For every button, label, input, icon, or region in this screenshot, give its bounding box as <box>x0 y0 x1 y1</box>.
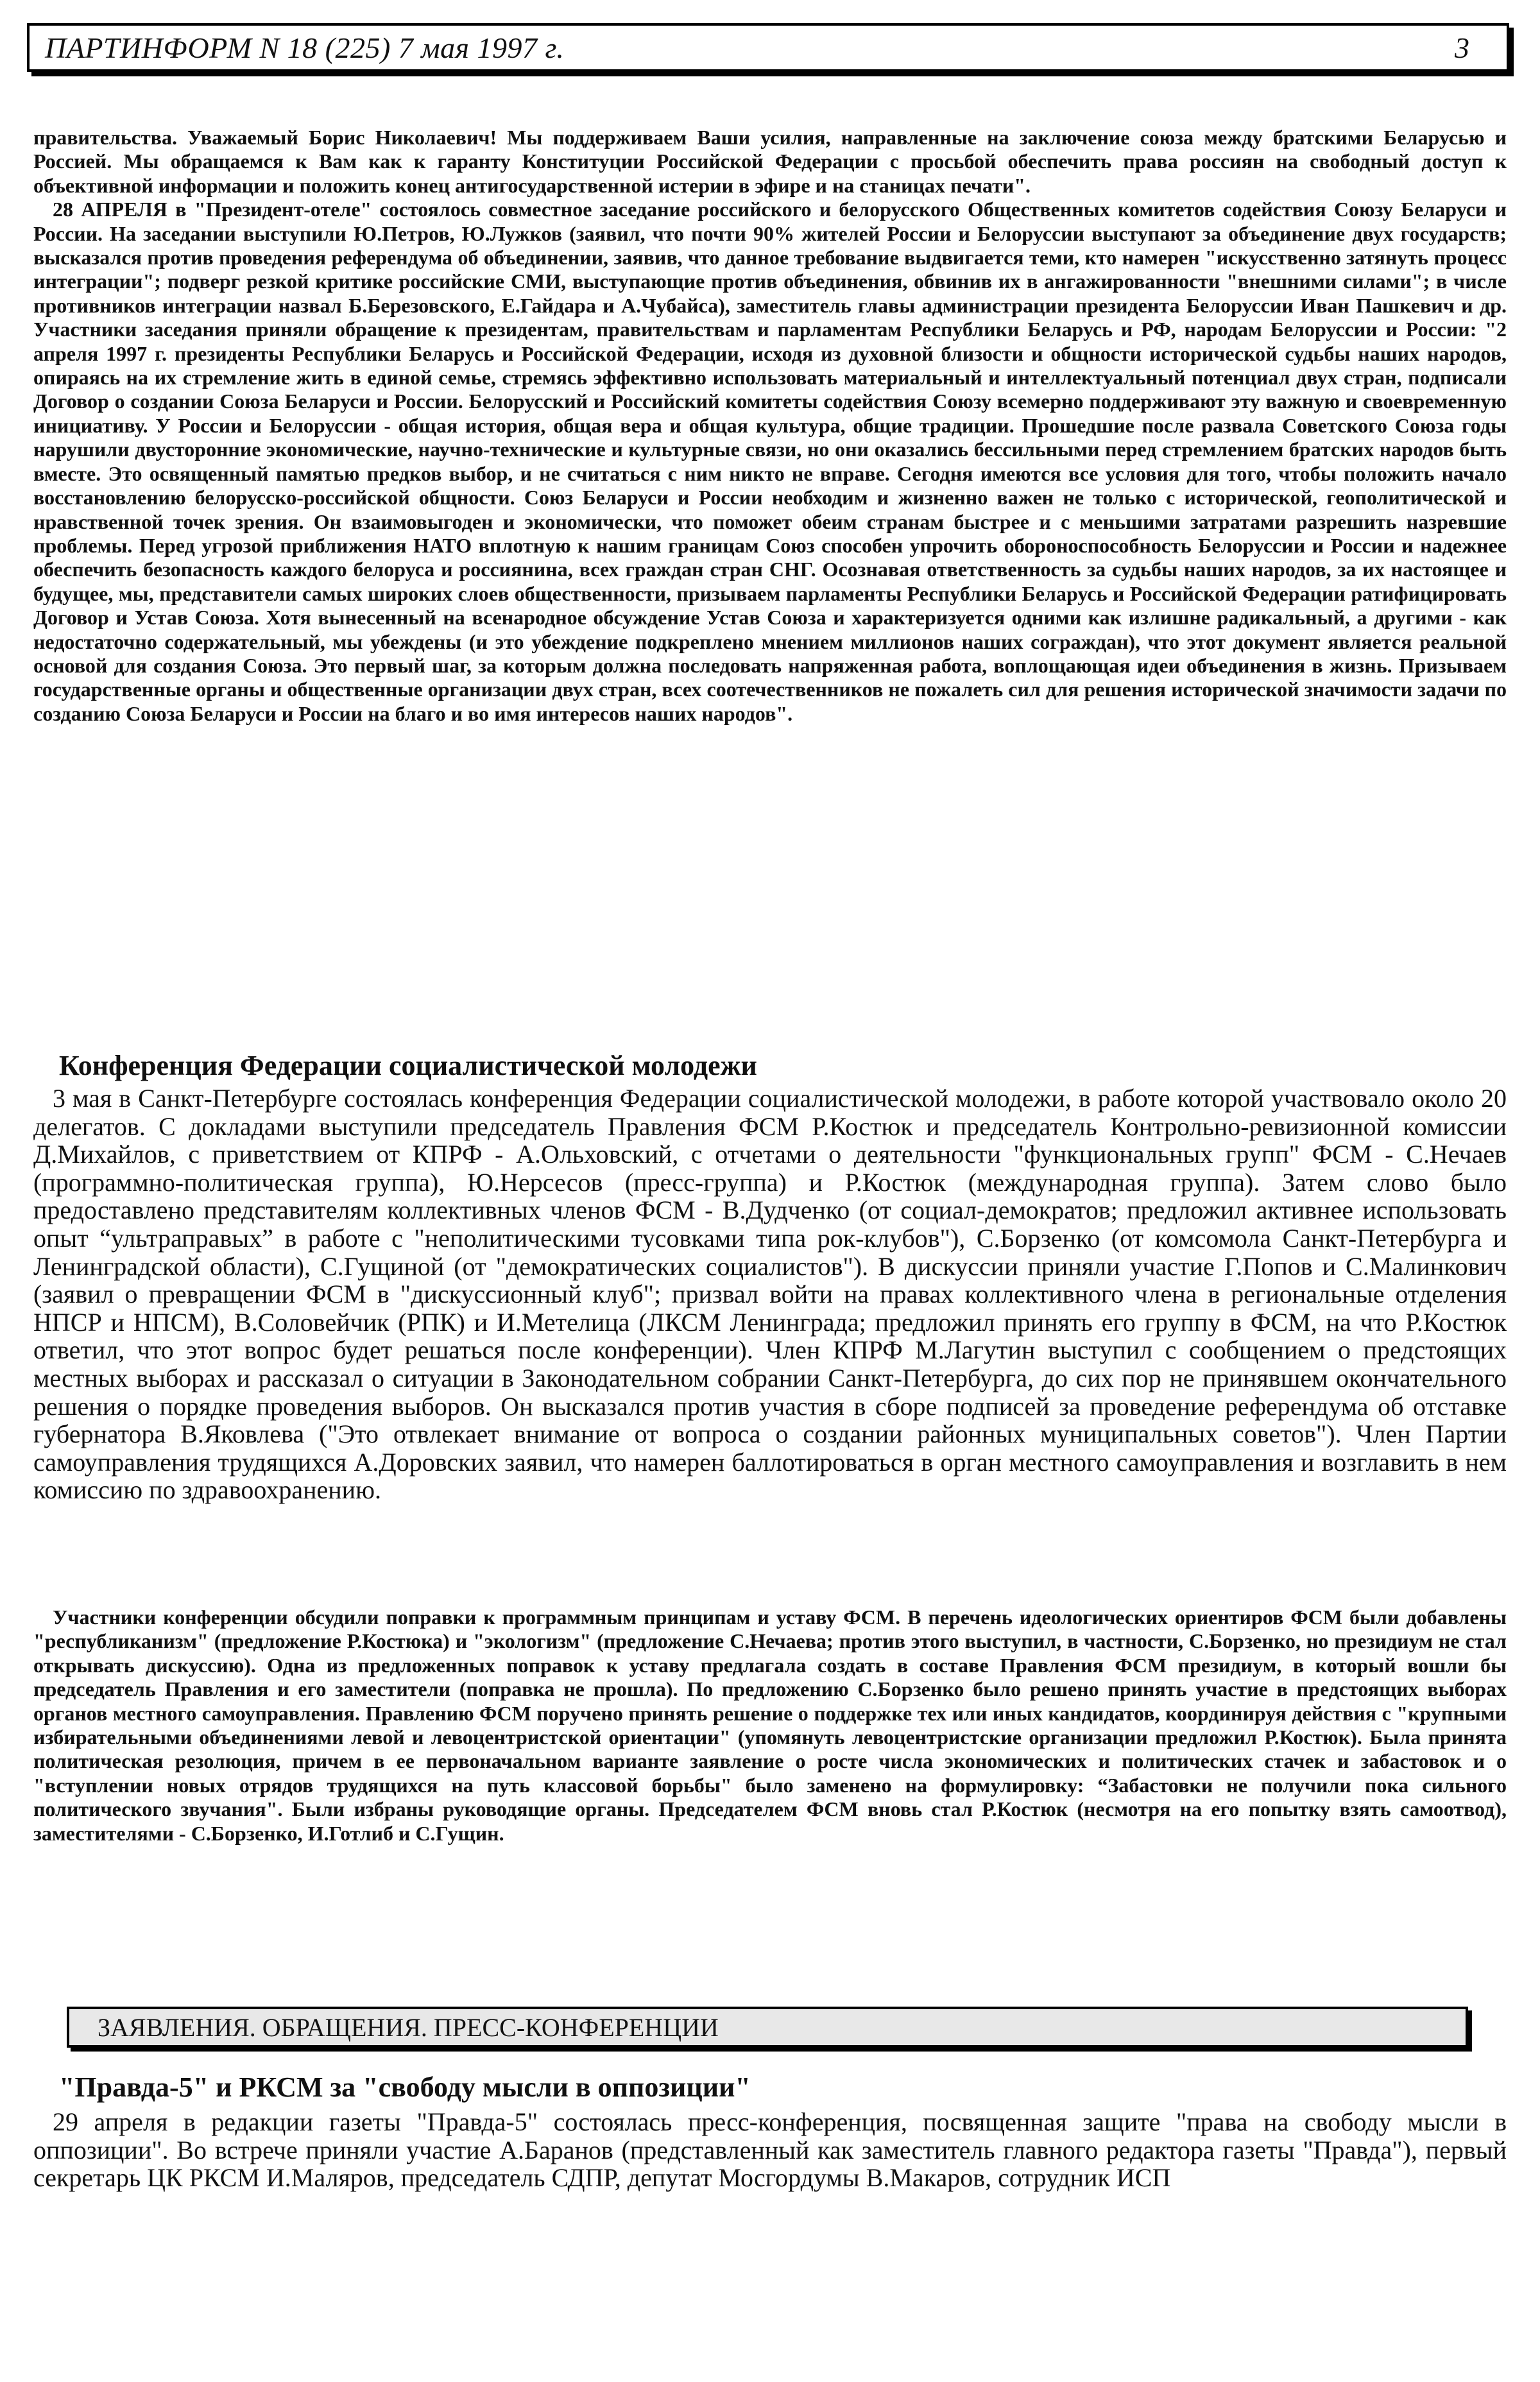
article-paragraph: 3 мая в Санкт-Петербурге состоялась конференция Федерации социалистической молодежи, в работе которой участвовало около 20 делегатов. С докладами выступили председатель Правления ФСМ Р.Костюк и председатель Контрольно-ревизионной комиссии Д.Михайлов, с приветствием от КПРФ - А.Ольховский, с отчетами о деятельности "функциональных групп" ФСМ - С.Нечаев (программно-политическая группа), Ю.Нерсесов (пресс-группа) и Р.Костюк (международная группа). Затем слово было предоставлено представителям коллективных членов ФСМ - В.Дудченко (от социал-демократов; предложил активнее использовать опыт “ультраправых” в работе с "неполитическими тусовками типа рок-клубов"), С.Борзенко (от комсомола Санкт-Петербурга и Ленинградской области), С.Гущиной (от "демократических социалистов"). В дискуссии приняли участие Г.Попов и С.Малинкович (заявил о превращении ФСМ в "дискуссионный клуб"; призвал войти на правах коллективного члена в региональные отделения НПСР и НПСМ), В.Соловейчик (РПК) и И.Метелица (ЛКСМ Ленинграда; предложил принять его группу в ФСМ, на что Р.Костюк ответил, что этот вопрос будет решаться после конференции). Член КПРФ М.Лагутин выступил с сообщением о предстоящих местных выборах и рассказал о ситуации в Законодательном собрании Санкт-Петербурга, до сих пор не принявшем окончательного решения о порядке проведения выборов. Он высказался против участия в сборе подписей за проведение референдума об отставке губернатора В.Яковлева ("Это отвлекает внимание от вопроса о создании районных муниципальных советов"). Член Партии самоуправления трудящихся А.Доровских заявил, что намерен баллотироваться в орган местного самоуправления и возглавить в нем комиссию по здравоохранению. <box>33 1084 1507 1505</box>
article-pravda-press <box>33 2108 1507 2192</box>
article-paragraph: Участники конференции обсудили поправки к программным принципам и уставу ФСМ. В перечень идеологических ориентиров ФСМ были добавлены "республиканизм" (предложение Р.Костюка) и "экологизм" (предложение С.Нечаева; против этого выступил, в частности, С.Борзенко, но президиум не стал открывать дискуссию). Одна из предложенных поправок к уставу предлагала создать в составе Правления ФСМ президиум, в который вошли бы председатель Правления и его заместители (поправка не прошла). По предложению С.Борзенко было решено принять участие в предстоящих выборах органов местного самоуправления. Правлению ФСМ поручено принять решение о поддержке тех или иных кандидатов, координируя действия с "крупными избирательными объединениями левой и левоцентристской ориентации" (упомянуть левоцентристские организации предложил Р.Костюк). Была принята политическая резолюция, причем в ее первоначальном варианте заявление о росте числа экономических и политических стачек и забастовок и о "вступлении новых отрядов трудящихся на путь классовой борьбы" было заменено на формулировку: “Забастовки не получили пока сильного политического звучания". Были избраны руководящие органы. Председателем ФСМ вновь стал Р.Костюк (несмотря на его попытку взять самоотвод), заместителями - С.Борзенко, И.Готлиб и С.Гущин. <box>33 1606 1507 1845</box>
section-title: ЗАЯВЛЕНИЯ. ОБРАЩЕНИЯ. ПРЕСС-КОНФЕРЕНЦИИ <box>98 2013 719 2042</box>
article-paragraph: 29 апреля в редакции газеты "Правда-5" состоялась пресс-конференция, посвященная защите "права на свободу мысли в оппозиции". Во встрече приняли участие А.Баранов (представленный как заместитель главного редактора газеты "Правда"), первый секретарь ЦК РКСМ И.Маляров, председатель СДПР, депутат Мосгордумы В.Макаров, сотрудник ИСП <box>33 2107 1507 2193</box>
running-header <box>27 23 1509 72</box>
article-fsm-conference <box>33 1084 1507 1504</box>
issue-title: ПАРТИНФОРМ N 18 (225) 7 мая 1997 г. <box>45 31 565 64</box>
section-banner <box>67 2007 1468 2048</box>
article-fsm-conference-bold <box>33 1606 1507 1846</box>
article-appeal <box>33 126 1507 726</box>
page-number: 3 <box>1455 31 1469 64</box>
article-heading: Конференция Федерации социалистической молодежи <box>59 1050 757 1081</box>
article-heading: "Правда-5" и РКСМ за "свободу мысли в оппозиции" <box>59 2071 751 2103</box>
article-paragraph: 28 АПРЕЛЯ в "Президент-отеле" состоялось совместное заседание российского и белорусского Общественных комитетов содействия Союзу Беларуси и России. На заседании выступили Ю.Петров, Ю.Лужков (заявил, что почти 90% жителей России и Белоруссии выступают за объединение двух государств; высказался против проведения референдума об объединении, заявив, что данное требование выдвигается теми, кто намерен "искусственно затянуть процесс интеграции"; подверг резкой критике российские СМИ, выступающие против объединения, обвинив их в ангажированности "внешними силами"; в числе противников интеграции назвал Б.Березовского, Е.Гайдара и А.Чубайса), заместитель главы администрации президента Белоруссии Иван Пашкевич и др. Участники заседания приняли обращение к президентам, правительствам и парламентам Республики Беларусь и РФ, народам Белоруссии и России: "2 апреля 1997 г. президенты Республики Беларусь и Российской Федерации, исходя из духовной близости и общности исторической судьбы наших народов, опираясь на их стремление жить в единой семье, стремясь эффективно использовать материальный и интеллектуальный потенциал двух стран, подписали Договор о создании Союза Беларуси и России. Белорусский и Российский комитеты содействия Союзу всемерно поддерживают эту важную и своевременную инициативу. У России и Белоруссии - общая история, общая вера и общая культура, общие традиции. Прошедшие после развала Советского Союза годы нарушили двусторонние экономические, научно-технические и культурные связи, но они оказались бессильными перед стремлением братских народов быть вместе. Это освященный памятью предков выбор, и не считаться с ним никто не вправе. Сегодня имеются все условия для того, чтобы положить начало восстановлению белорусско-российской общности. Союз Беларуси и России необходим и жизненно важен не только с исторической, геополитической и нравственной точек зрения. Он взаимовыгоден и экономически, что поможет обеим странам быстрее и с меньшими затратами разрешить назревшие проблемы. Перед угрозой приближения НАТО вплотную к нашим границам Союз способен упрочить обороноспособность Белоруссии и России и надежнее обеспечить безопасность каждого белоруса и россиянина, всех граждан стран СНГ. Осознавая ответственность за судьбы наших народов, за их настоящее и будущее, мы, представители самых широких слоев общественности, призываем парламенты Республики Беларусь и Российской Федерации ратифицировать Договор и Устав Союза. Хотя вынесенный на всенародное обсуждение Устав Союза и характеризуется одними как излишне радикальный, а другими - как недостаточно содержательный, мы убеждены (и это убеждение подкреплено мнением миллионов наших сограждан), что этот документ является реальной основой для создания Союза. Это первый шаг, за которым должна последовать напряженная работа, воплощающая идеи объединения в жизнь. Призываем государственные органы и общественные организации двух стран, всех соотечественников не пожалеть сил для решения исторической значимости задачи по созданию Союза Беларуси и России на благо и во имя интересов наших народов". <box>33 198 1507 725</box>
article-paragraph: правительства. Уважаемый Борис Николаевич! Мы поддерживаем Ваши усилия, направленные на заключение союза между братскими Беларусью и Россией. Мы обращаемся к Вам как к гаранту Конституции Российской Федерации с просьбой обеспечить права россиян на свободный доступ к объективной информации и положить конец антигосударственной истерии в эфире и на станицах печати". <box>33 126 1507 197</box>
